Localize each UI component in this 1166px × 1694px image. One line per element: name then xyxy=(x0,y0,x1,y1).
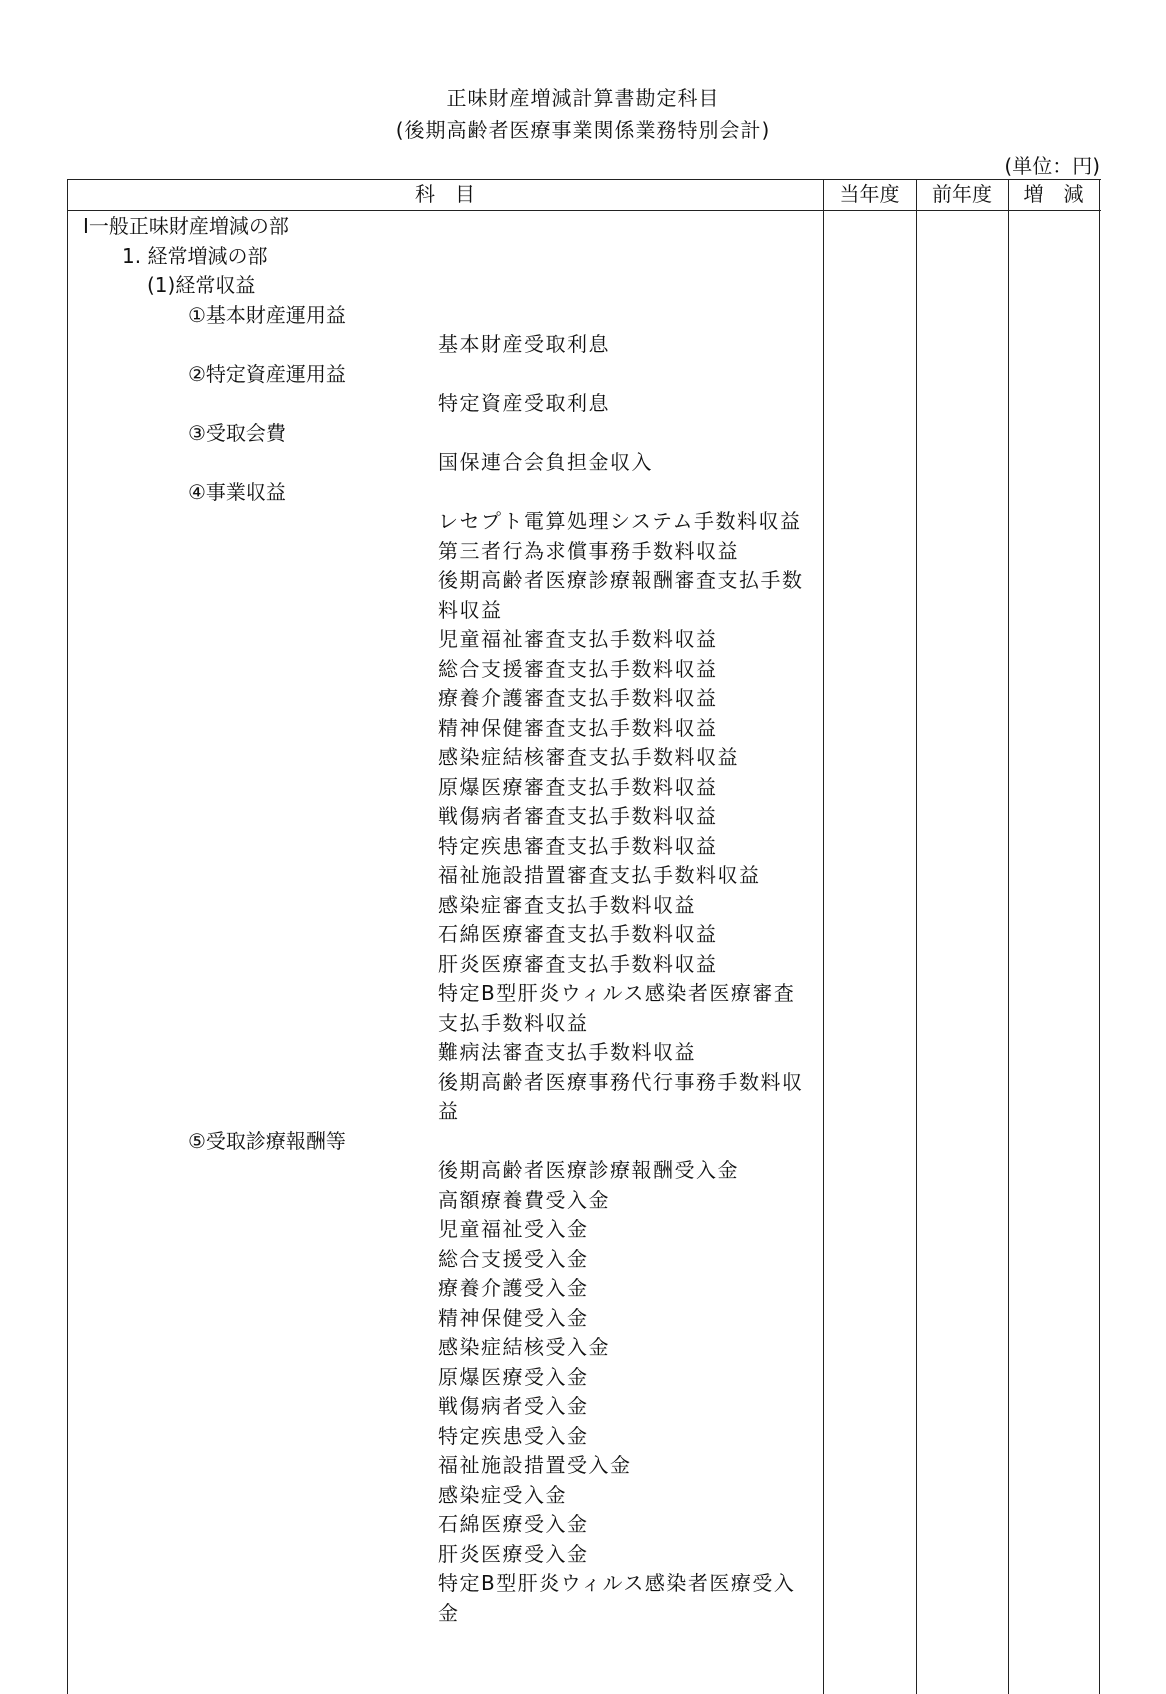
account-row: ①基本財産運用益 xyxy=(188,302,346,327)
account-row: 支払手数料収益 xyxy=(438,1010,589,1035)
account-row: 後期高齢者医療診療報酬受入金 xyxy=(438,1158,739,1182)
account-row: 国保連合会負担金収入 xyxy=(438,450,653,474)
account-row: ⑤受取診療報酬等 xyxy=(188,1128,346,1153)
account-table xyxy=(67,179,1101,1694)
account-row: 難病法審査支払手数料収益 xyxy=(438,1040,696,1064)
header-account-subject: 科 目 xyxy=(415,182,475,206)
account-row: 福祉施設措置審査支払手数料収益 xyxy=(438,863,761,887)
column-divider-previous xyxy=(916,179,917,1694)
account-row: 金 xyxy=(438,1600,460,1625)
account-row: 療養介護審査支払手数料収益 xyxy=(438,686,718,710)
account-row: レセプト電算処理システム手数料収益 xyxy=(438,509,802,533)
account-row: 後期高齢者医療事務代行事務手数料収 xyxy=(438,1069,804,1094)
account-row: 肝炎医療受入金 xyxy=(438,1541,589,1566)
header-change: 増 減 xyxy=(1023,182,1084,206)
account-row: 石綿医療審査支払手数料収益 xyxy=(438,922,718,946)
account-row: 総合支援審査支払手数料収益 xyxy=(438,656,718,681)
account-row: ④事業収益 xyxy=(188,479,286,504)
account-row: 精神保健受入金 xyxy=(438,1305,589,1330)
account-row: 感染症審査支払手数料収益 xyxy=(438,892,696,917)
account-row: 療養介護受入金 xyxy=(438,1276,589,1300)
account-row: (1)経常収益 xyxy=(147,273,256,297)
account-row: 感染症結核受入金 xyxy=(438,1335,610,1359)
account-row: 基本財産受取利息 xyxy=(438,332,610,356)
account-row: 1. 経常増減の部 xyxy=(122,243,268,268)
account-row: 戦傷病者審査支払手数料収益 xyxy=(438,804,718,828)
account-row: Ⅰ一般正味財産増減の部 xyxy=(83,214,289,238)
account-row: 原爆医療審査支払手数料収益 xyxy=(438,774,718,799)
account-row: 原爆医療受入金 xyxy=(438,1364,589,1389)
document-title: 正味財産増減計算書勘定科目 xyxy=(446,86,720,110)
account-row: 児童福祉受入金 xyxy=(438,1217,589,1241)
account-row: 感染症受入金 xyxy=(438,1482,567,1507)
account-row: 高額療養費受入金 xyxy=(438,1187,610,1212)
account-row: 特定資産受取利息 xyxy=(438,391,610,415)
account-row: 感染症結核審査支払手数料収益 xyxy=(438,745,739,769)
header-previous-year: 前年度 xyxy=(932,182,992,206)
header-bottom-border xyxy=(67,210,1101,211)
account-row: 特定B型肝炎ウィルス感染者医療審査 xyxy=(438,981,796,1005)
account-row: 福祉施設措置受入金 xyxy=(438,1453,632,1477)
unit-label: (単位：円) xyxy=(1004,154,1100,178)
account-row: ③受取会費 xyxy=(188,420,286,445)
account-row: 児童福祉審査支払手数料収益 xyxy=(438,627,718,651)
account-row: 石綿医療受入金 xyxy=(438,1512,589,1536)
header-current-year: 当年度 xyxy=(839,182,900,206)
account-rows xyxy=(67,212,823,1628)
account-row: 戦傷病者受入金 xyxy=(438,1394,589,1418)
account-row: 特定B型肝炎ウィルス感染者医療受入 xyxy=(438,1571,796,1595)
account-row: 特定疾患審査支払手数料収益 xyxy=(438,833,718,858)
account-row: ②特定資産運用益 xyxy=(188,361,346,386)
account-row: 料収益 xyxy=(438,597,503,622)
column-divider-change xyxy=(1008,179,1009,1694)
account-row: 肝炎医療審査支払手数料収益 xyxy=(438,951,718,976)
account-row: 益 xyxy=(438,1099,460,1123)
account-row: 第三者行為求償事務手数料収益 xyxy=(438,538,739,563)
account-row: 後期高齢者医療診療報酬審査支払手数 xyxy=(438,568,804,592)
table-right-border xyxy=(1099,179,1100,1694)
account-row: 精神保健審査支払手数料収益 xyxy=(438,715,718,740)
document-subtitle: (後期高齢者医療事業関係業務特別会計) xyxy=(395,118,771,142)
account-row: 総合支援受入金 xyxy=(438,1246,589,1271)
account-row: 特定疾患受入金 xyxy=(438,1423,589,1448)
column-divider-current xyxy=(823,179,824,1694)
